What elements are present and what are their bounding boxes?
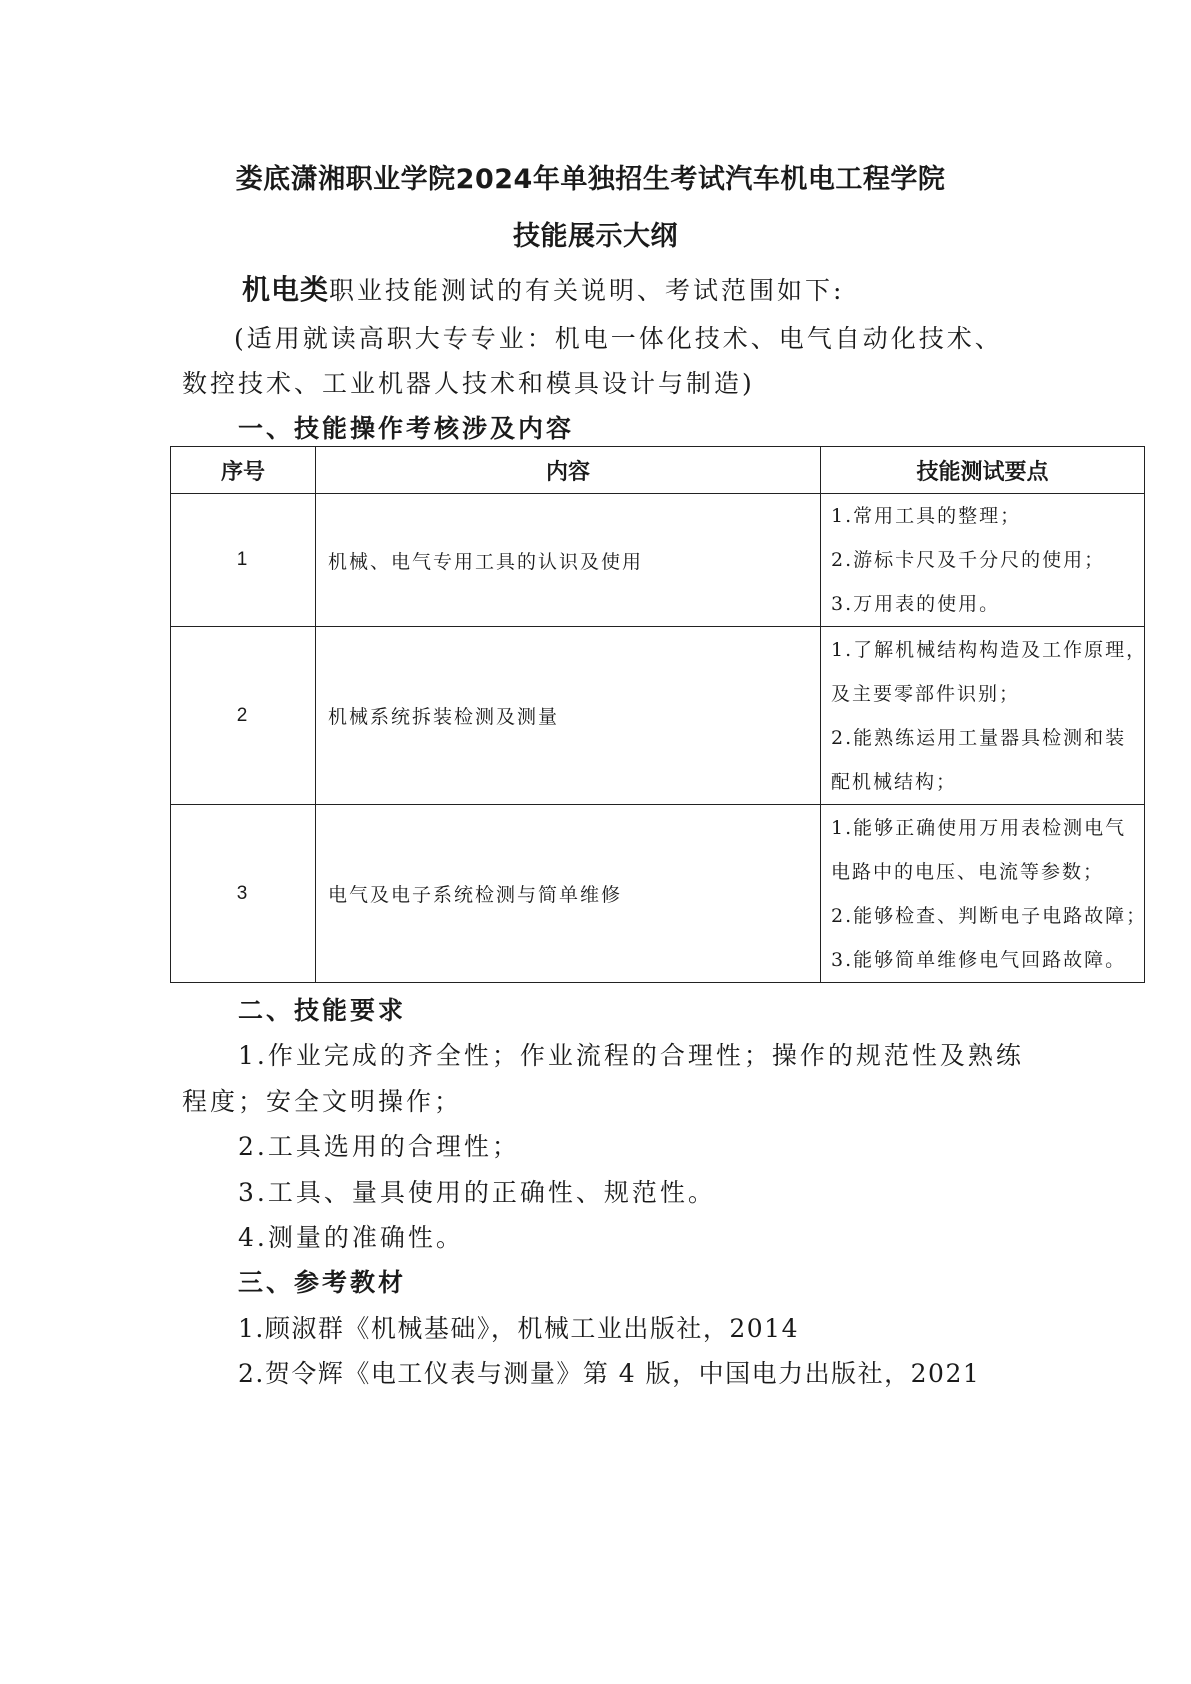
- requirement-item-2: 2.工具选用的合理性；: [238, 1132, 520, 1161]
- requirement-item-4: 4.测量的准确性。: [238, 1223, 464, 1252]
- point-item: 2.能熟练运用工量器具检测和装: [831, 726, 1127, 749]
- row-number: 1: [171, 494, 316, 627]
- column-header-points: 技能测试要点: [821, 447, 1145, 494]
- reference-item-1: 1.顾淑群《机械基础》，机械工业出版社，2014: [238, 1314, 799, 1343]
- point-item: 1.了解机械结构构造及工作原理，: [831, 638, 1148, 661]
- row-points: [821, 494, 1145, 627]
- section1-heading: 一、技能操作考核涉及内容: [238, 414, 575, 443]
- point-item: 电路中的电压、电流等参数；: [831, 860, 1105, 883]
- section2-heading: 二、技能要求: [238, 996, 407, 1025]
- table-row: [171, 627, 1145, 805]
- row-content: 电气及电子系统检测与简单维修: [316, 805, 821, 983]
- column-header-number: 序号: [171, 447, 316, 494]
- document-title-line2: 技能展示大纲: [513, 221, 678, 252]
- point-item: 2.游标卡尺及千分尺的使用；: [831, 549, 1106, 571]
- requirement-item-1-line1: 1.作业完成的齐全性；作业流程的合理性；操作的规范性及熟练: [238, 1041, 1024, 1070]
- point-item: 2.能够检查、判断电子电路故障；: [831, 904, 1148, 927]
- point-item: 1.能够正确使用万用表检测电气: [831, 816, 1127, 839]
- table-row: [171, 805, 1145, 983]
- requirement-item-1-line2: 程度；安全文明操作；: [182, 1087, 463, 1116]
- intro-category: 机电类: [242, 273, 330, 306]
- intro-scope-line1: (适用就读高职大专专业：机电一体化技术、电气自动化技术、: [234, 324, 1003, 353]
- column-header-content: 内容: [316, 447, 821, 494]
- section3-heading: 三、参考教材: [238, 1268, 407, 1297]
- intro-text: 职业技能测试的有关说明、考试范围如下:: [329, 276, 845, 305]
- row-number: 3: [171, 805, 316, 983]
- row-points: [821, 627, 1148, 805]
- row-number: 2: [171, 627, 316, 805]
- intro-scope-line2: 数控技术、工业机器人技术和模具设计与制造): [182, 369, 755, 398]
- table-header-row: [171, 447, 1145, 494]
- point-item: 3.能够简单维修电气回路故障。: [831, 948, 1127, 971]
- point-item: 1.常用工具的整理；: [831, 505, 1022, 527]
- row-content: 机械系统拆装检测及测量: [316, 627, 821, 805]
- intro-paragraph: [242, 273, 844, 308]
- row-content: 机械、电气专用工具的认识及使用: [316, 494, 821, 627]
- row-points: [821, 805, 1148, 983]
- point-item: 配机械结构；: [831, 770, 958, 793]
- point-item: 3.万用表的使用。: [831, 593, 1001, 615]
- point-item: 及主要零部件识别；: [831, 682, 1021, 705]
- document-title-line1: 娄底潇湘职业学院2024年单独招生考试汽车机电工程学院: [235, 164, 946, 195]
- reference-item-2: 2.贺令辉《电工仪表与测量》第 4 版，中国电力出版社，2021: [238, 1359, 981, 1388]
- table-row: [171, 494, 1145, 627]
- requirement-item-3: 3.工具、量具使用的正确性、规范性。: [238, 1178, 716, 1207]
- skills-table: [170, 446, 1148, 983]
